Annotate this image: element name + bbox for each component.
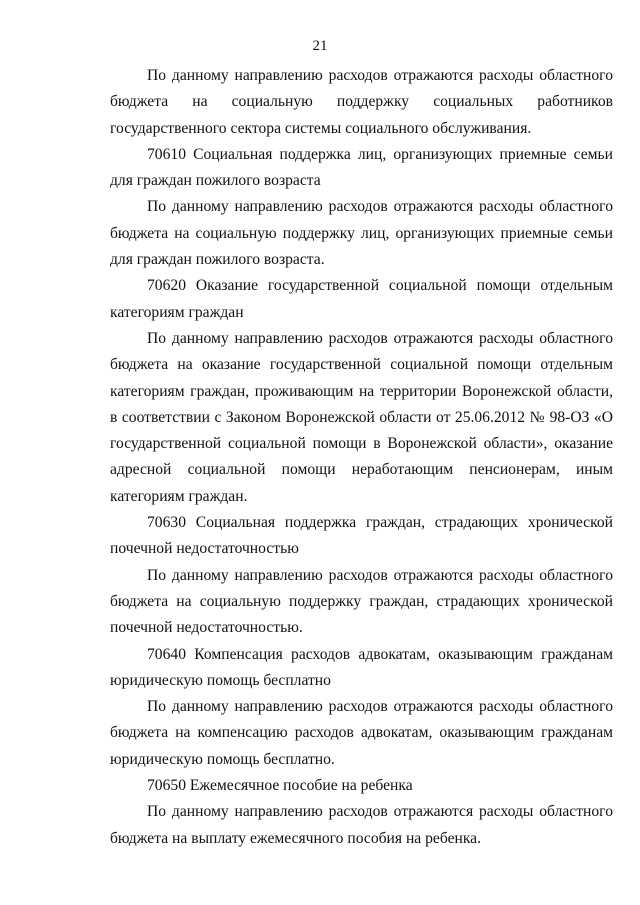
paragraph-70610-description: По данному направлению расходов отражаются расходы областного бюджета на социальную поддержку лиц, организующих приемные семьи для граждан пожилого возраста. (110, 198, 613, 269)
paragraph-70650-description: По данному направлению расходов отражаются расходы областного бюджета на выплату ежемесячного пособия на ребенка. (110, 803, 613, 847)
paragraph-70620-description: По данному направлению расходов отражаются расходы областного бюджета на оказание государственной социальной помощи отдельным категориям граждан, проживающим на территории Воронежской области, в соответствии с Законом Воронежской области от 25.06.2012 № 98-ОЗ «О государственной социальной помощи в Воронежской области», оказание адресной социальной помощи неработающим пенсионерам, иным категориям граждан. (110, 329, 613, 505)
heading-70640: 70640 Компенсация расходов адвокатам, оказывающим гражданам юридическую помощь бесплатно (110, 645, 613, 689)
heading-70650: 70650 Ежемесячное пособие на ребенка (147, 777, 413, 795)
heading-70620: 70620 Оказание государственной социальной помощи отдельным категориям граждан (110, 277, 613, 321)
paragraph-70640-description: По данному направлению расходов отражаются расходы областного бюджета на компенсацию расходов адвокатам, оказывающим гражданам юридическую помощь бесплатно. (110, 698, 613, 768)
page-number: 21 (312, 38, 328, 54)
paragraph-budget-social-workers: По данному направлению расходов отражаются расходы областного бюджета на социальную поддержку социальных работников государственного сектора системы социального обслуживания. (110, 67, 613, 137)
paragraph-70630-description: По данному направлению расходов отражаются расходы областного бюджета на социальную поддержку граждан, страдающих хронической почечной недостаточностью. (110, 566, 613, 637)
heading-70630: 70630 Социальная поддержка граждан, страдающих хронической почечной недостаточностью (110, 514, 613, 558)
heading-70610: 70610 Социальная поддержка лиц, организующих приемные семьи для граждан пожилого возраста (110, 145, 613, 190)
document-body (110, 63, 613, 852)
